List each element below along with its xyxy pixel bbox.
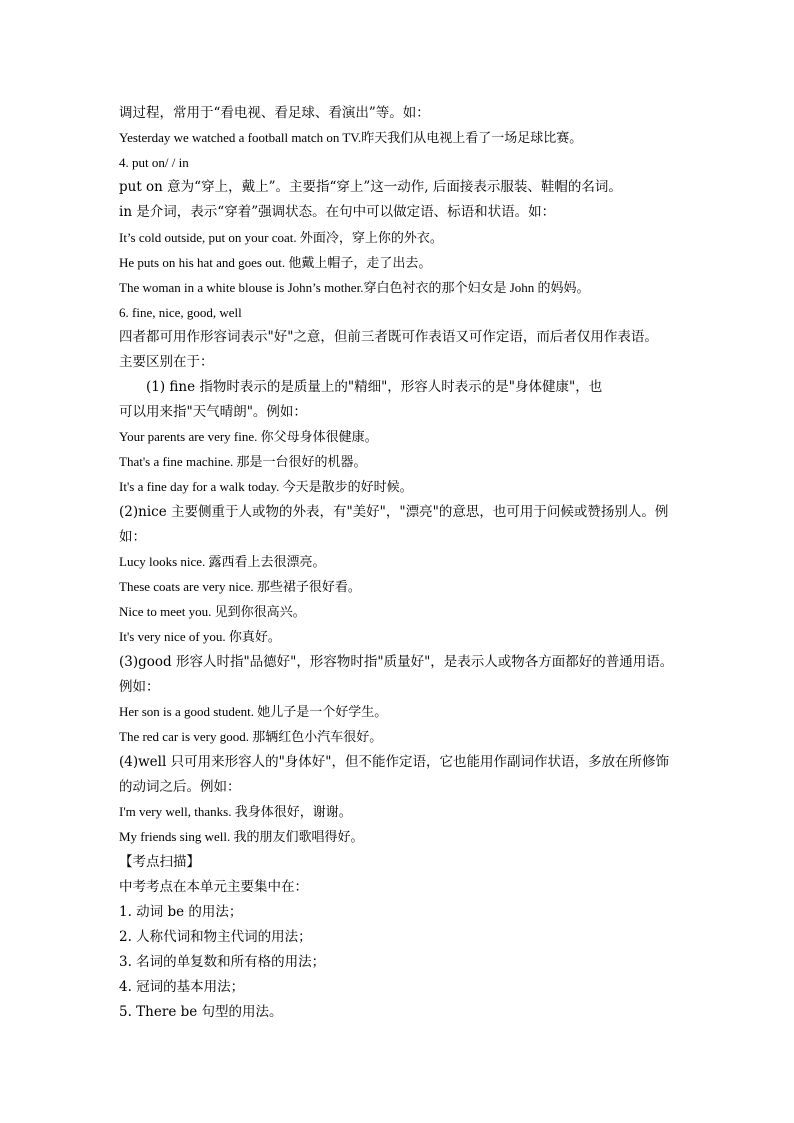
example-sentence: It's a fine day for a walk today. 今天是散步的好时候。	[119, 479, 413, 494]
text-line: 主要区别在于：	[119, 354, 214, 370]
list-item: 2. 人称代词和物主代词的用法；	[119, 929, 312, 945]
list-item: 1. 动词 be 的用法；	[119, 904, 243, 920]
example-sentence: The red car is very good. 那辆红色小汽车很好。	[119, 729, 383, 744]
example-sentence: Nice to meet you. 见到你很高兴。	[119, 604, 306, 619]
section-heading: 6. fine, nice, good, well	[119, 305, 242, 320]
text-line: 如：	[119, 529, 146, 545]
list-item: 4. 冠词的基本用法；	[119, 979, 245, 995]
example-sentence: These coats are very nice. 那些裙子很好看。	[119, 579, 361, 594]
example-sentence: Your parents are very fine. 你父母身体很健康。	[119, 429, 378, 444]
text-line: put on 意为“穿上，戴上”。主要指“穿上”这一动作, 后面接表示服装、鞋帽的名词。	[119, 179, 622, 195]
text-line: in 是介词，表示“穿着”强调状态。在句中可以做定语、标语和状语。如：	[119, 204, 556, 220]
text-line: (1) fine 指物时表示的是质量上的"精细"，形容人时表示的是"身体健康"，也	[146, 379, 603, 395]
text-line: 例如：	[119, 679, 160, 695]
text-line: Yesterday we watched a football match on TV.昨天我们从电视上看了一场足球比赛。	[119, 130, 583, 145]
example-sentence: The woman in a white blouse is John’s mother.穿白色衬衣的那个妇女是 John 的妈妈。	[119, 280, 590, 295]
example-sentence: My friends sing well. 我的朋友们歌唱得好。	[119, 829, 364, 844]
example-sentence: It’s cold outside, put on your coat. 外面冷，穿上你的外衣。	[119, 230, 443, 245]
text-line: 的动词之后。例如：	[119, 779, 241, 795]
text-line: 中考考点在本单元主要集中在：	[119, 879, 308, 895]
section-heading: 【考点扫描】	[119, 854, 200, 870]
list-item: 3. 名词的单复数和所有格的用法；	[119, 954, 326, 970]
section-heading: 4. put on/ / in	[119, 155, 189, 170]
text-line: (2)nice 主要侧重于人或物的外表，有"美好"，"漂亮"的意思，也可用于问候或赞扬别人。例	[119, 504, 669, 520]
text-line: 四者都可用作形容词表示"好"之意，但前三者既可作表语又可作定语，而后者仅用作表语。	[119, 329, 658, 345]
list-item: 5. There be 句型的用法。	[119, 1004, 283, 1020]
example-sentence: He puts on his hat and goes out. 他戴上帽子，走了出去。	[119, 255, 432, 270]
text-line: 调过程，常用于“看电视、看足球、看演出”等。如：	[119, 105, 430, 121]
example-sentence: It's very nice of you. 你真好。	[119, 629, 281, 644]
text-line: (4)well 只可用来形容人的"身体好"，但不能作定语，它也能用作副词作状语，多放在所修饰	[119, 754, 670, 770]
example-sentence: I'm very well, thanks. 我身体很好，谢谢。	[119, 804, 352, 819]
text-line: (3)good 形容人时指"品德好"，形容物时指"质量好"，是表示人或物各方面都好的普通用语。	[119, 654, 674, 670]
example-sentence: That's a fine machine. 那是一台很好的机器。	[119, 454, 367, 469]
example-sentence: Her son is a good student. 她儿子是一个好学生。	[119, 704, 388, 719]
text-line: 可以用来指"天气晴朗"。例如：	[119, 404, 307, 420]
example-sentence: Lucy looks nice. 露西看上去很漂亮。	[119, 554, 326, 569]
